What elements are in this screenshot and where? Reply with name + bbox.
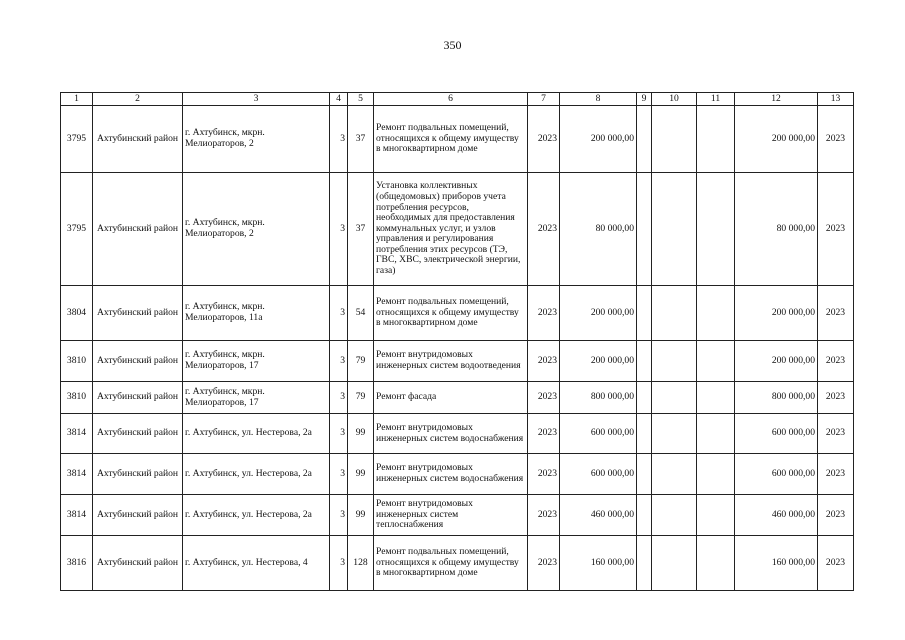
cost-cell: 200 000,00: [560, 341, 637, 382]
work-description-cell: Ремонт внутридомовых инженерных систем теплоснабжения: [374, 495, 528, 536]
year-cell: 2023: [528, 536, 560, 591]
table-row: [61, 173, 854, 286]
cost-cell: 800 000,00: [560, 382, 637, 414]
col-10-value-cell: [652, 414, 697, 454]
total-cost-cell: 200 000,00: [735, 106, 818, 173]
completion-year-cell: 2023: [818, 414, 854, 454]
col-10-value-cell: [652, 106, 697, 173]
col-11-value-cell: [697, 495, 735, 536]
cost-cell: 80 000,00: [560, 173, 637, 286]
col-9-value-cell: [637, 173, 652, 286]
col-5-value-cell: 79: [348, 382, 374, 414]
column-header-9: 9: [637, 93, 652, 106]
cost-cell: 460 000,00: [560, 495, 637, 536]
col-5-value-cell: 99: [348, 454, 374, 495]
col-10-value-cell: [652, 286, 697, 341]
address-cell: г. Ахтубинск, ул. Нестерова, 4: [183, 536, 330, 591]
year-cell: 2023: [528, 414, 560, 454]
year-cell: 2023: [528, 173, 560, 286]
col-5-value-cell: 54: [348, 286, 374, 341]
district-cell: Ахтубинский район: [93, 414, 183, 454]
total-cost-cell: 200 000,00: [735, 341, 818, 382]
district-cell: Ахтубинский район: [93, 341, 183, 382]
col-5-value-cell: 99: [348, 414, 374, 454]
row-number-cell: 3814: [61, 495, 93, 536]
work-description-cell: Ремонт подвальных помещений, относящихся к общему имуществу в многоквартирном доме: [374, 536, 528, 591]
col-11-value-cell: [697, 341, 735, 382]
col-4-value-cell: 3: [330, 106, 348, 173]
column-header-4: 4: [330, 93, 348, 106]
col-10-value-cell: [652, 495, 697, 536]
col-9-value-cell: [637, 382, 652, 414]
col-10-value-cell: [652, 173, 697, 286]
total-cost-cell: 460 000,00: [735, 495, 818, 536]
completion-year-cell: 2023: [818, 286, 854, 341]
cost-cell: 600 000,00: [560, 454, 637, 495]
completion-year-cell: 2023: [818, 382, 854, 414]
completion-year-cell: 2023: [818, 341, 854, 382]
total-cost-cell: 600 000,00: [735, 414, 818, 454]
register-table: [60, 92, 854, 591]
col-4-value-cell: 3: [330, 414, 348, 454]
total-cost-cell: 200 000,00: [735, 286, 818, 341]
year-cell: 2023: [528, 454, 560, 495]
row-number-cell: 3795: [61, 106, 93, 173]
district-cell: Ахтубинский район: [93, 106, 183, 173]
table-row: [61, 454, 854, 495]
cost-cell: 600 000,00: [560, 414, 637, 454]
col-10-value-cell: [652, 536, 697, 591]
year-cell: 2023: [528, 341, 560, 382]
table-body: [61, 106, 854, 591]
row-number-cell: 3795: [61, 173, 93, 286]
col-11-value-cell: [697, 173, 735, 286]
completion-year-cell: 2023: [818, 106, 854, 173]
col-5-value-cell: 79: [348, 341, 374, 382]
row-number-cell: 3814: [61, 454, 93, 495]
district-cell: Ахтубинский район: [93, 495, 183, 536]
address-cell: г. Ахтубинск, ул. Нестерова, 2а: [183, 414, 330, 454]
work-description-cell: Ремонт внутридомовых инженерных систем водоотведения: [374, 341, 528, 382]
col-4-value-cell: 3: [330, 286, 348, 341]
col-4-value-cell: 3: [330, 536, 348, 591]
table-row: [61, 382, 854, 414]
total-cost-cell: 80 000,00: [735, 173, 818, 286]
cost-cell: 160 000,00: [560, 536, 637, 591]
cost-cell: 200 000,00: [560, 286, 637, 341]
address-cell: г. Ахтубинск, мкрн. Мелиораторов, 11а: [183, 286, 330, 341]
col-9-value-cell: [637, 536, 652, 591]
row-number-cell: 3810: [61, 341, 93, 382]
district-cell: Ахтубинский район: [93, 454, 183, 495]
col-11-value-cell: [697, 454, 735, 495]
year-cell: 2023: [528, 286, 560, 341]
column-header-11: 11: [697, 93, 735, 106]
address-cell: г. Ахтубинск, мкрн. Мелиораторов, 17: [183, 341, 330, 382]
district-cell: Ахтубинский район: [93, 536, 183, 591]
col-11-value-cell: [697, 106, 735, 173]
table-row: [61, 286, 854, 341]
col-10-value-cell: [652, 454, 697, 495]
total-cost-cell: 600 000,00: [735, 454, 818, 495]
district-cell: Ахтубинский район: [93, 382, 183, 414]
col-11-value-cell: [697, 382, 735, 414]
column-header-6: 6: [374, 93, 528, 106]
col-4-value-cell: 3: [330, 382, 348, 414]
col-9-value-cell: [637, 454, 652, 495]
col-9-value-cell: [637, 286, 652, 341]
total-cost-cell: 160 000,00: [735, 536, 818, 591]
total-cost-cell: 800 000,00: [735, 382, 818, 414]
work-description-cell: Ремонт подвальных помещений, относящихся к общему имуществу в многоквартирном доме: [374, 286, 528, 341]
col-10-value-cell: [652, 382, 697, 414]
column-header-5: 5: [348, 93, 374, 106]
work-description-cell: Установка коллективных (общедомовых) приборов учета потребления ресурсов, необходимых для предоставления коммунальных услуг, и узлов управления и регулирования потребления этих ресурсов (ТЭ, ГВС, ХВС, электрической энергии, газа): [374, 173, 528, 286]
column-header-8: 8: [560, 93, 637, 106]
col-5-value-cell: 37: [348, 173, 374, 286]
table-row: [61, 536, 854, 591]
col-9-value-cell: [637, 495, 652, 536]
address-cell: г. Ахтубинск, ул. Нестерова, 2а: [183, 454, 330, 495]
address-cell: г. Ахтубинск, мкрн. Мелиораторов, 17: [183, 382, 330, 414]
col-5-value-cell: 99: [348, 495, 374, 536]
table-row: [61, 106, 854, 173]
page-number: 350: [443, 38, 462, 52]
completion-year-cell: 2023: [818, 173, 854, 286]
year-cell: 2023: [528, 495, 560, 536]
column-header-7: 7: [528, 93, 560, 106]
district-cell: Ахтубинский район: [93, 173, 183, 286]
column-header-3: 3: [183, 93, 330, 106]
header-row: [61, 93, 854, 106]
row-number-cell: 3814: [61, 414, 93, 454]
completion-year-cell: 2023: [818, 454, 854, 495]
year-cell: 2023: [528, 382, 560, 414]
col-9-value-cell: [637, 341, 652, 382]
column-header-10: 10: [652, 93, 697, 106]
col-11-value-cell: [697, 414, 735, 454]
completion-year-cell: 2023: [818, 536, 854, 591]
row-number-cell: 3816: [61, 536, 93, 591]
col-4-value-cell: 3: [330, 173, 348, 286]
table-row: [61, 341, 854, 382]
column-header-1: 1: [61, 93, 93, 106]
row-number-cell: 3810: [61, 382, 93, 414]
address-cell: г. Ахтубинск, мкрн. Мелиораторов, 2: [183, 106, 330, 173]
work-description-cell: Ремонт фасада: [374, 382, 528, 414]
table-row: [61, 495, 854, 536]
col-4-value-cell: 3: [330, 341, 348, 382]
col-5-value-cell: 128: [348, 536, 374, 591]
year-cell: 2023: [528, 106, 560, 173]
work-description-cell: Ремонт внутридомовых инженерных систем водоснабжения: [374, 454, 528, 495]
address-cell: г. Ахтубинск, мкрн. Мелиораторов, 2: [183, 173, 330, 286]
district-cell: Ахтубинский район: [93, 286, 183, 341]
cost-cell: 200 000,00: [560, 106, 637, 173]
col-4-value-cell: 3: [330, 454, 348, 495]
address-cell: г. Ахтубинск, ул. Нестерова, 2а: [183, 495, 330, 536]
col-5-value-cell: 37: [348, 106, 374, 173]
work-description-cell: Ремонт внутридомовых инженерных систем водоснабжения: [374, 414, 528, 454]
work-description-cell: Ремонт подвальных помещений, относящихся к общему имуществу в многоквартирном доме: [374, 106, 528, 173]
column-header-2: 2: [93, 93, 183, 106]
completion-year-cell: 2023: [818, 495, 854, 536]
row-number-cell: 3804: [61, 286, 93, 341]
col-4-value-cell: 3: [330, 495, 348, 536]
col-11-value-cell: [697, 286, 735, 341]
col-10-value-cell: [652, 341, 697, 382]
table-row: [61, 414, 854, 454]
col-9-value-cell: [637, 414, 652, 454]
column-header-12: 12: [735, 93, 818, 106]
column-header-13: 13: [818, 93, 854, 106]
col-9-value-cell: [637, 106, 652, 173]
col-11-value-cell: [697, 536, 735, 591]
